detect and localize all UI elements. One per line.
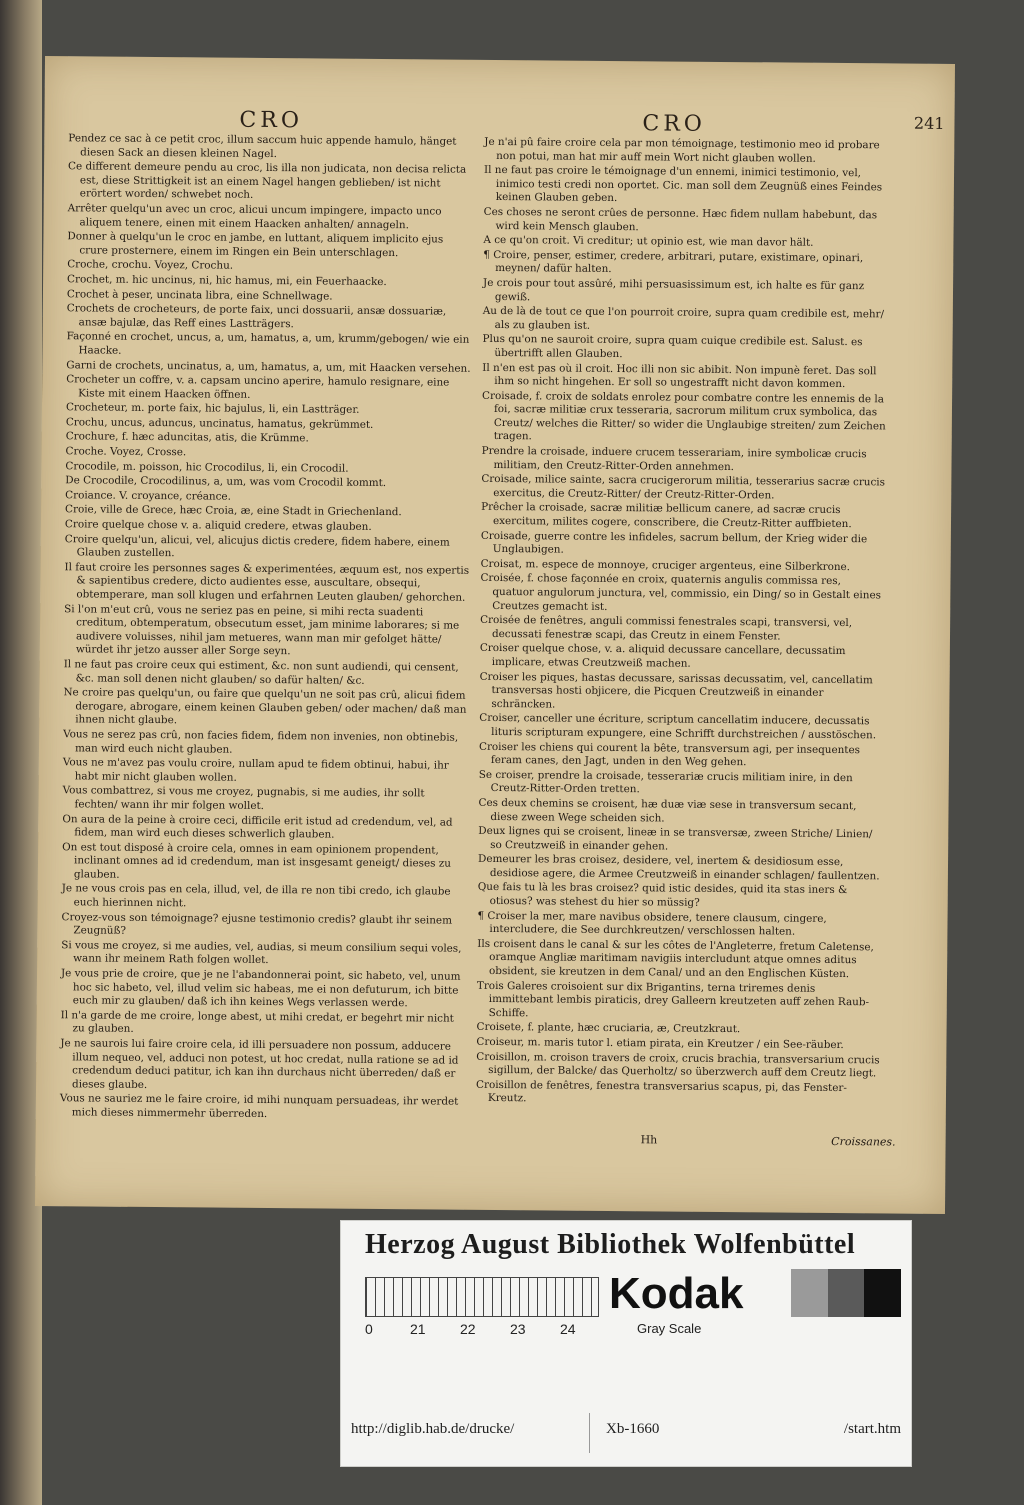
page-number: 241	[913, 113, 945, 133]
dictionary-entry: Se croiser, prendre la croisade, tesserariæ crucis militiam inire, in den Creutz-Ritter-Orden tretten.	[478, 768, 853, 796]
dictionary-entry: Il n'en est pas où il croit. Hoc illi non sic abibit. Non impunè feret. Das soll ihm so nicht hingehen. Er soll so ungestrafft nicht davon kommen.	[482, 361, 877, 391]
gray-scale-label: Gray Scale	[637, 1321, 702, 1336]
gray-patch	[828, 1269, 865, 1317]
dictionary-entry: Croisat, m. espece de monnoye, cruciger argenteus, eine Silberkrone.	[480, 557, 851, 573]
dictionary-entry: Crochets de crocheteurs, de porte faix, unci dossuarii, ansæ dossuariæ, ansæ bajulæ, das Reff eines Lastträgers.	[66, 302, 447, 330]
dictionary-entry: Arrêter quelqu'un avec un croc, alicui uncum impingere, impacto unco aliquem tenere, einen mit einem Haacken anhalten/ annageln.	[67, 202, 442, 231]
dictionary-entry: Je crois pour tout assûré, mihi persuasissimum est, ich halte es für ganz gewiß.	[483, 276, 865, 303]
dictionary-entry: Si l'on m'eut crû, vous ne seriez pas en peine, si mihi recta suadenti creditum, obtemperatum, obsecutum esset, jam minime laborares; si me audivere voluisses, nihil jam metueres, wann man mir gefolget hätte/ würdet ihr jetzo ausser aller Sorge seyn.	[64, 602, 460, 658]
dictionary-entry: A ce qu'on croit. Vi creditur; ut opinio est, wie man davor hält.	[483, 234, 814, 249]
dictionary-entry: Crocheter un coffre, v. a. capsam uncino aperire, hamulo resignare, eine Kiste mit einem Haacken öffnen.	[66, 373, 450, 401]
dictionary-entry: Prendre la croisade, induere crucem tesserariam, inire symbolicæ crucis militiam, den Creutz-Ritter-Orden annehmen.	[481, 444, 867, 473]
dictionary-entry: Croiser les chiens qui courent la bête, transversum agi, per insequentes feram canes, den Jagt, unden in den Weg gehen.	[478, 740, 861, 769]
dictionary-entry: Croche, crochu. Voyez, Crochu.	[67, 258, 234, 273]
page-footer	[476, 1132, 896, 1149]
dictionary-entry: Je vous prie de croire, que je ne l'abandonnerai point, sic habeto, vel, unum hoc sic habeto, vel, illud velim sic habeas, me ei non defuturum, ich bitte euch mir zu glauben/ daß ich ihn keines Wegs verlassen werde.	[60, 967, 461, 1010]
shelfmark: Xb-1660	[606, 1421, 660, 1437]
dictionary-entry: Vous ne sauriez me le faire croire, id mihi nunquam persuadeas, ihr werdet mich dieses nimmermehr überreden.	[59, 1092, 459, 1120]
dictionary-entry: Donner à quelqu'un le croc en jambe, en luttant, aliquem implicito ejus crure prosternere, einem im Ringen ein Bein unterschlagen.	[67, 230, 444, 259]
ruler-scale	[365, 1277, 599, 1317]
dictionary-entry: Croire quelque chose v. a. aliquid credere, etwas glauben.	[64, 518, 372, 533]
separator	[589, 1413, 590, 1453]
library-name: Herzog August Bibliothek Wolfenbüttel	[365, 1229, 856, 1260]
dictionary-entry: Vous ne m'avez pas voulu croire, nullam apud te fidem obtinui, habui, ihr habt mir nicht glauben wollen.	[62, 756, 449, 784]
dictionary-entry: Crochu, uncus, aduncus, uncinatus, hamatus, gekrümmet.	[65, 416, 374, 431]
dictionary-entry: Croisete, f. plante, hæc cruciaria, æ, Creutzkraut.	[476, 1021, 741, 1036]
dictionary-entry: Vous ne serez pas crû, non facies fidem, fidem non invenies, non obtinebis, man wird euch nicht glauben.	[63, 728, 459, 756]
dictionary-entry: Ce different demeure pendu au croc, lis illa non judicata, non decisa relicta est, diese Strittigkeit ist an einem Nagel hangen geblieben/ ist nicht erörtert worden/ schwebet noch.	[68, 160, 467, 202]
dictionary-entry: Croche. Voyez, Crosse.	[65, 445, 187, 459]
ruler-number: 0	[365, 1321, 373, 1337]
dictionary-entry: On est tout disposé à croire cela, omnes in eam opinionem propendent, inclinant omnes ad id credendum, man ist insgesamt geneigt/ dieses zu glauben.	[62, 840, 452, 881]
header-left: CRO	[239, 107, 304, 134]
dictionary-entry: Ils croisent dans le canal & sur les côtes de l'Angleterre, fretum Caletense, oramque Angliæ maritimam navigiis intercludunt atque omnes aditus obsident, sie kreutzen in dem Canal/ und an den Englischen Küsten.	[477, 937, 874, 981]
dictionary-entry: Croyez-vous son témoignage? ejusne testimonio credis? glaubt ihr seinem Zeugnüß?	[61, 910, 453, 938]
ruler-number: 22	[460, 1321, 476, 1337]
gray-patch	[864, 1269, 901, 1317]
dictionary-entry: Croiser, canceller une écriture, scriptum cancellatim inducere, decussatis lituris scripturam expungere, eine Schrifft durchstreichen / ausstöschen.	[479, 712, 877, 742]
ruler-number: 23	[510, 1321, 526, 1337]
book-page	[35, 56, 955, 1214]
dictionary-entry: Vous combattrez, si vous me croyez, pugnabis, si me audies, ihr sollt fechten/ wann ihr mir folgen wollet.	[62, 784, 425, 812]
dictionary-entry: Croiseur, m. maris tutor l. etiam pirata, ein Kreutzer / ein See-räuber.	[476, 1035, 844, 1052]
dictionary-entry: Croie, ville de Grece, hæc Croia, æ, eine Stadt in Griechenland.	[65, 503, 402, 519]
dictionary-entry: Croire quelqu'un, alicui, vel, alicujus dictis credere, fidem habere, einem Glauben zustellen.	[64, 532, 450, 560]
dictionary-entry: Prêcher la croisade, sacræ militiæ bellicum canere, ad sacræ crucis exercitum, milites cogere, conscribere, die Creutz-Ritter auffbieten.	[481, 501, 852, 531]
library-color-card	[340, 1220, 912, 1467]
dictionary-entry: Crocodile, m. poisson, hic Crocodilus, li, ein Crocodil.	[65, 459, 349, 475]
dictionary-entry: Deux lignes qui se croisent, lineæ in se transversæ, zween Striche/ Linien/ so Creutzweiß in einander gehen.	[478, 824, 873, 853]
dictionary-entry: Croisée, f. chose façonnée en croix, quaternis angulis commissa res, quatuor angulorum junctura, vel, commissio, ein Ding/ so in Gestalt eines Creutzes gemacht ist.	[480, 572, 882, 613]
dictionary-entry: Je ne vous crois pas en cela, illud, vel, de illa re non tibi credo, ich glaube euch hierinnen nicht.	[61, 882, 451, 910]
start-path: /start.htm	[843, 1421, 901, 1437]
dictionary-entry: Croiser quelque chose, v. a. aliquid decussare cancellare, decussatim implicare, etwas Creutzweiß machen.	[479, 642, 846, 670]
dictionary-entry: Crochet à peser, uncinata libra, eine Schnellwage.	[66, 287, 333, 303]
dictionary-entry: De Crocodile, Crocodilinus, a, um, was vom Crocodil kommt.	[65, 474, 387, 490]
catchword: Croissanes.	[831, 1134, 896, 1149]
dictionary-entry: Je n'ai pû faire croire cela par mon témoignage, testimonio meo id probare non potui, man hat mir auff mein Wort nicht glauben wollen.	[484, 135, 880, 165]
signature-mark: Hh	[640, 1133, 658, 1147]
dictionary-entry: Ces deux chemins se croisent, hæ duæ viæ sese in transversum secant, diese zween Wege scheiden sich.	[478, 796, 857, 824]
dictionary-entry: Crochure, f. hæc aduncitas, atis, die Krümme.	[65, 430, 309, 445]
gray-patches	[791, 1269, 901, 1317]
dictionary-entry: Crocheteur, m. porte faix, hic bajulus, li, ein Lastträger.	[65, 401, 360, 417]
dictionary-entry: Plus qu'on ne sauroit croire, supra quam cuique credibile est. Salust. es übertrifft allen Glauben.	[482, 333, 863, 361]
left-column	[60, 132, 474, 1124]
dictionary-entry: Croisillon, m. croison travers de croix, crucis brachia, transversarium crucis sigillum, der Balcke/ das Querholtz/ so überzwerch auff dem Creutz liegt.	[476, 1050, 880, 1080]
dictionary-entry: Il faut croire les personnes sages & experimentées, æquum est, nos expertis & sapientibus credere, dicto audientes esse, auscultare, obsequi, obtemperare, man soll klugen und erfahrnen Leuten glauben/ gehorchen.	[64, 561, 470, 604]
dictionary-entry: Au de là de tout ce que l'on pourroit croire, supra quam credibile est, mehr/ als zu glauben ist.	[482, 305, 885, 332]
dictionary-entry: Il ne faut pas croire ceux qui estiment, &c. non sunt audiendi, qui censent, &c. man soll denen nicht glauben/ so dafür halten/ &c.	[63, 658, 459, 687]
dictionary-entry: Croisade, f. croix de soldats enrolez pour combatre contre les ennemis de la foi, sacræ militiæ crux tesseraria, sacrorum militum crux symbolica, das Creutz/ welches die Ritter/ so wider die Unglaubige streiten/ zum Zeichen tragen.	[482, 389, 886, 443]
dictionary-entry: Façonné en crochet, uncus, a, um, hamatus, a, um, krumm/gebogen/ wie ein Haacke.	[66, 330, 470, 357]
dictionary-entry: ¶ Croire, penser, estimer, credere, arbitrari, putare, existimare, opinari, meynen/ dafür halten.	[483, 248, 864, 276]
dictionary-entry: ¶ Croiser la mer, mare navibus obsidere, tenere clausum, cingere, intercludere, die See durchkreutzen/ verschlossen halten.	[477, 909, 827, 938]
dictionary-entry: Pendez ce sac à ce petit croc, illum saccum huic appende hamulo, hänget diesen Sack an diesen kleinen Nagel.	[68, 132, 457, 160]
header-right: CRO	[642, 111, 707, 137]
dictionary-entry: Si vous me croyez, si me audies, vel, audias, si meum consilium sequi voles, wann ihr meinem Rath folgen wollet.	[61, 939, 462, 967]
dictionary-entry: Croisade, guerre contre les infideles, sacrum bellum, der Krieg wider die Unglaubigen.	[480, 529, 868, 556]
gray-patch	[791, 1269, 828, 1317]
dictionary-entry: Croisade, milice sainte, sacra crucigerorum militia, tesserarius sacræ crucis exercitus, die Creutz-Ritter/ der Creutz-Ritter-Orden.	[481, 473, 886, 502]
dictionary-entry: Je ne saurois lui faire croire cela, id illi persuadere non possum, adducere illum nequeo, vel, adduci non potest, ut hoc credat, nulla ratione se ad id credendum deduci patitur, ich kan ihn durchaus nicht überreden/ daß er dieses glaube.	[60, 1037, 459, 1091]
dictionary-entry: Crochet, m. hic uncinus, ni, hic hamus, mi, ein Feuerhaacke.	[67, 273, 387, 288]
dictionary-entry: Garni de crochets, uncinatus, a, um, hamatus, a, um, mit Haacken versehen.	[66, 358, 471, 375]
dictionary-entry: Demeurer les bras croisez, desidere, vel, inertem & desidiosum esse, desidiose agere, die Armee Creutzweiß in einander schlagen/ faullentzen.	[477, 853, 880, 883]
dictionary-entry: Il ne faut pas croire le témoignage d'un ennemi, inimici testimonio, vel, inimico testi credi non oportet. Cic. man soll dem Zeugnüß eines Feindes keinen Glauben geben.	[484, 164, 883, 205]
dictionary-entry: Ne croire pas quelqu'un, ou faire que quelqu'un ne soit pas crû, alicui fidem derogare, abrogare, einem keinen Glauben geben/ oder machen/ daß man ihnen nicht glaube.	[63, 686, 467, 727]
kodak-logo: Kodak	[609, 1269, 744, 1318]
adjacent-page-edge	[0, 0, 42, 1505]
ruler-number: 21	[410, 1321, 426, 1337]
dictionary-entry: Ces choses ne seront crûes de personne. Hæc fidem nullam habebunt, das wird kein Mensch glauben.	[483, 205, 878, 233]
dictionary-entry: Il n'a garde de me croire, longe abest, ut mihi credat, er begehrt mir nicht zu glauben.	[60, 1009, 454, 1036]
digital-library-url: http://diglib.hab.de/drucke/	[351, 1421, 515, 1437]
dictionary-entry: On aura de la peine à croire ceci, difficile erit istud ad credendum, vel, ad fidem, man wird euch dieses schwerlich glauben.	[62, 812, 453, 841]
dictionary-entry: Que fais tu là les bras croisez? quid istic desides, quid ita stas iners & otiosus? was stehest du hier so müssig?	[477, 881, 848, 909]
ruler-number: 24	[560, 1321, 576, 1337]
dictionary-entry: Croiance. V. croyance, créance.	[65, 489, 231, 503]
dictionary-entry: Croiser les piques, hastas decussare, sarissas decussatim, vel, cancellatim transversas hosti objicere, die Picquen Creutzweiß in einander schräncken.	[479, 670, 873, 711]
dictionary-entry: Croisée de fenêtres, anguli commissi fenestrales scapi, transversi, vel, decussati fenestræ scapi, das Creutz in einem Fenster.	[480, 614, 853, 643]
dictionary-entry: Trois Galeres croisoient sur dix Brigantins, terna triremes denis immittebant lembis piraticis, drey Galleern kreutzeten auff zehen Raub-Schiffe.	[476, 979, 870, 1020]
url-row	[351, 1413, 901, 1453]
right-column	[476, 136, 889, 1110]
dictionary-entry: Croisillon de fenêtres, fenestra transversarius scapus, pi, das Fenster-Kreutz.	[476, 1078, 847, 1105]
